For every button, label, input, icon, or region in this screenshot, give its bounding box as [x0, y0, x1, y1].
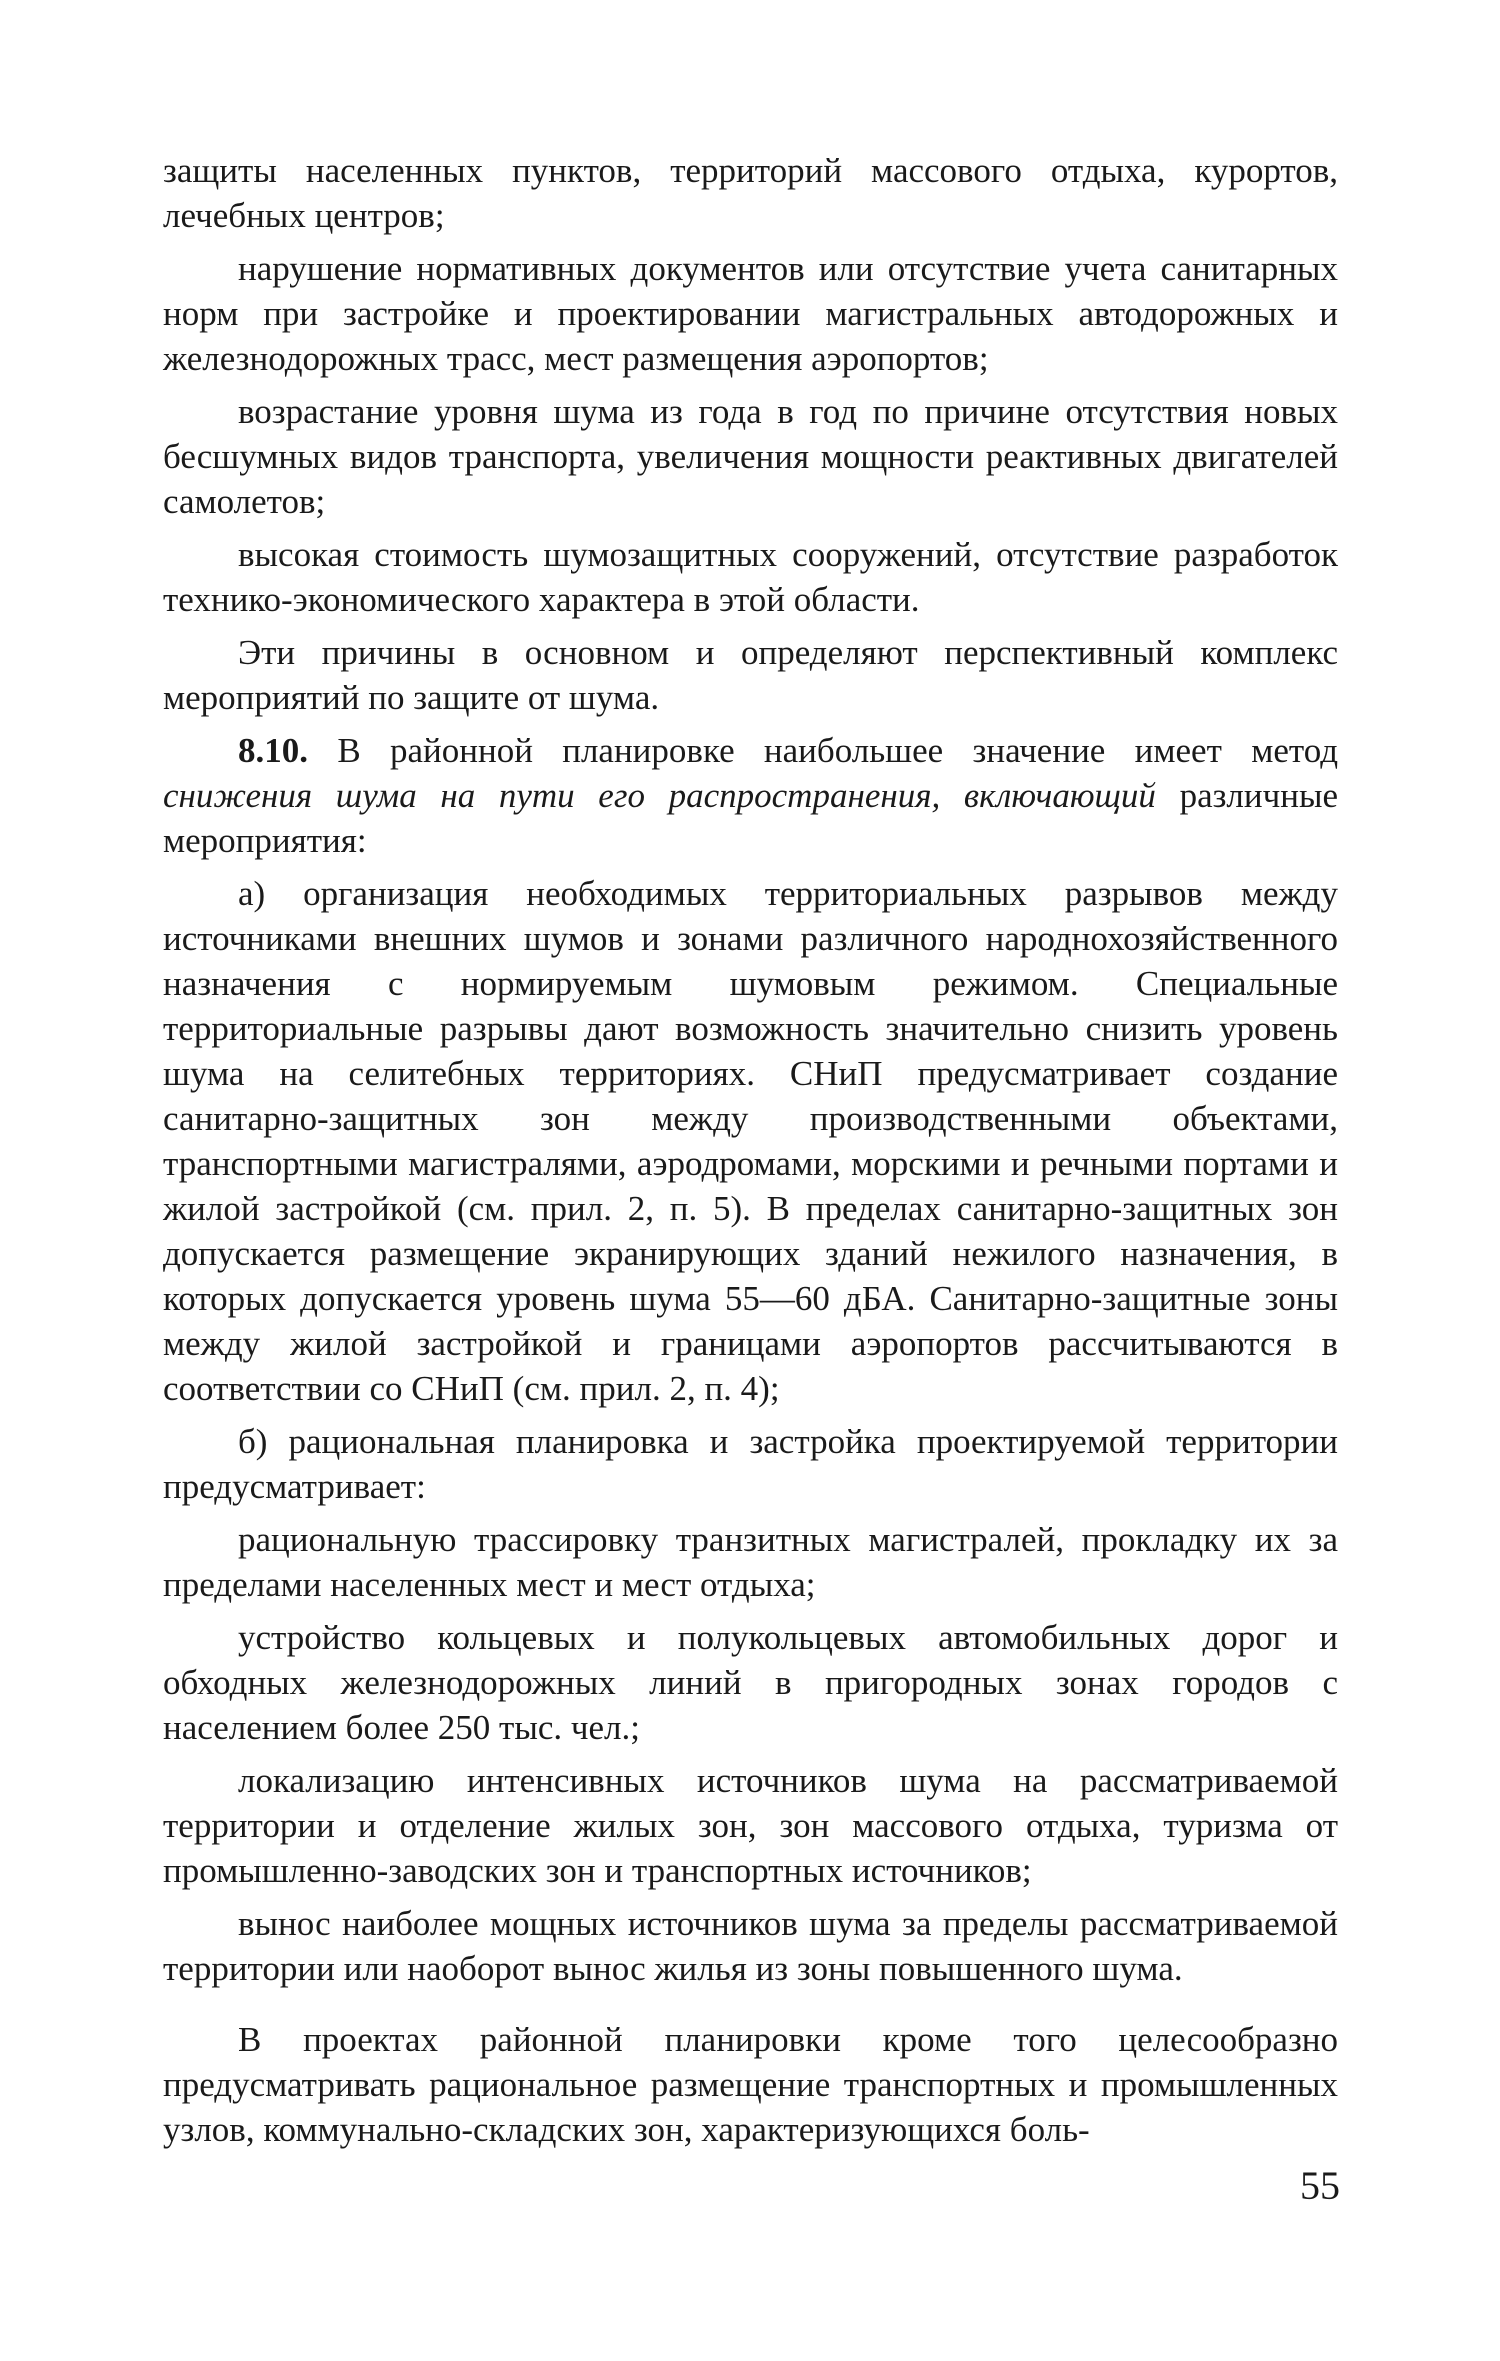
paragraph-2: нарушение нормативных документов или отсутствие учета санитарных норм при застройке и проектировании магистральных автодорожных и железнодорожных трасс, мест размещения аэропортов;: [163, 249, 1338, 378]
paragraph-7-item-a: а) организация необходимых территориальных разрывов между источниками внешних шумов и зонами различного народнохозяйственного назначения с нормируемым шумовым режимом. Специальные территориальные разрывы дают возможность значительно снизить уровень шума на селитебных территориях. СНиП предусматривает создание санитарно-защитных зон между производственными объектами, транспортными магистралями, аэродромами, морскими и речными портами и жилой застройкой (см. прил. 2, п. 5). В пределах санитарно-защитных зон допускается размещение экранирующих зданий нежилого назначения, в которых допускается уровень шума 55—60 дБА. Санитарно-защитные зоны между жилой застройкой и границами аэропортов рассчитываются в соответствии со СНиП (см. прил. 2, п. 4);: [163, 874, 1338, 1408]
paragraph-6-section-8-10: [163, 728, 1338, 863]
paragraph-11: локализацию интенсивных источников шума на рассматриваемой территории и отделение жилых зон, зон массового отдыха, туризма от промышленно-заводских зон и транспортных источников;: [163, 1761, 1338, 1890]
section-number: 8.10.: [238, 731, 308, 770]
paragraph-3: возрастание уровня шума из года в год по причине отсутствия новых бесшумных видов транспорта, увеличения мощности реактивных двигателей самолетов;: [163, 392, 1338, 521]
paragraph-9: рациональную трассировку транзитных магистралей, прокладку их за пределами населенных мест и мест отдыха;: [163, 1520, 1338, 1604]
paragraph-13: В проектах районной планировки кроме того целесообразно предусматривать рациональное размещение транспортных и промышленных узлов, коммунально-складских зон, характеризующихся боль-: [163, 2020, 1338, 2149]
paragraph-12: вынос наиболее мощных источников шума за пределы рассматриваемой территории или наоборот вынос жилья из зоны повышенного шума.: [163, 1904, 1338, 1988]
paragraph-6-tail: различные мероприятия:: [163, 776, 1339, 860]
paragraph-1: защиты населенных пунктов, территорий массового отдыха, курортов, лечебных центров;: [163, 151, 1338, 235]
paragraph-6-lead: В районной планировке наибольшее значение имеет метод: [337, 731, 1339, 770]
page-number: 55: [1300, 2163, 1340, 2208]
paragraph-8-item-b: б) рациональная планировка и застройка проектируемой территории предусматривает:: [163, 1422, 1338, 1506]
paragraph-10: устройство кольцевых и полукольцевых автомобильных дорог и обходных железнодорожных линий в пригородных зонах городов с населением более 250 тыс. чел.;: [163, 1618, 1338, 1747]
paragraph-4: высокая стоимость шумозащитных сооружений, отсутствие разработок технико-экономического характера в этой области.: [163, 535, 1338, 619]
paragraph-5: Эти причины в основном и определяют перспективный комплекс мероприятий по защите от шума.: [163, 633, 1338, 717]
paragraph-6-italic: снижения шума на пути его распространения, включающий: [163, 776, 1156, 815]
document-page: [163, 148, 1338, 2160]
